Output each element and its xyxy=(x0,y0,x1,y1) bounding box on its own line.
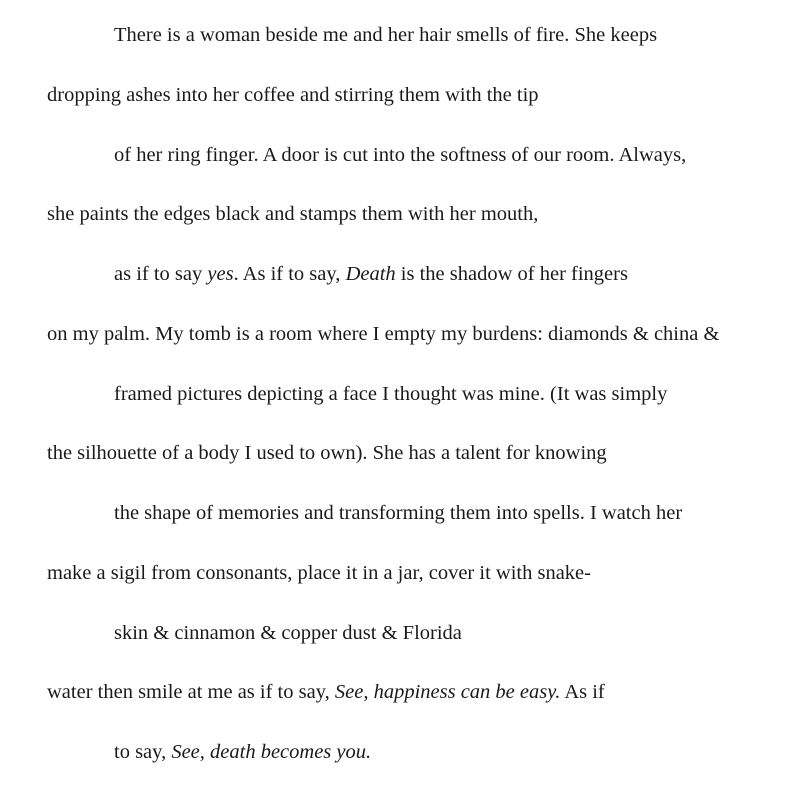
poem-line-5 xyxy=(114,262,628,286)
poem-line-segment: See, happiness can be easy. xyxy=(334,681,561,703)
poem-line-segment: the shape of memories and transforming them into spells. I watch her xyxy=(114,502,683,524)
poem-line-11 xyxy=(114,621,462,645)
poem-line-segment: Death xyxy=(345,263,396,285)
poem-line-4 xyxy=(47,202,538,226)
poem-line-segment: of her ring finger. A door is cut into the softness of our room. Always, xyxy=(114,144,687,166)
poem-line-segment: See, death becomes you. xyxy=(171,741,372,763)
poem-line-segment: to say, xyxy=(114,741,172,763)
poem-line-3 xyxy=(114,143,686,167)
poem-line-segment: yes xyxy=(207,263,234,285)
poem-line-segment: . As if to say, xyxy=(233,263,346,285)
poem-line-segment: the silhouette of a body I used to own). She has a talent for knowing xyxy=(47,442,607,464)
poem-line-segment: skin & cinnamon & copper dust & Florida xyxy=(114,622,462,644)
poem-line-2 xyxy=(47,83,539,107)
poem-line-7 xyxy=(114,382,667,406)
poem-line-segment: framed pictures depicting a face I thought was mine. (It was simply xyxy=(114,383,668,405)
poem-line-12 xyxy=(47,680,605,704)
poem-line-segment: dropping ashes into her coffee and stirring them with the tip xyxy=(47,84,539,106)
poem-line-10 xyxy=(47,561,591,585)
poem-line-9 xyxy=(114,501,682,525)
poem-line-segment: water then smile at me as if to say, xyxy=(47,681,335,703)
poem-line-6 xyxy=(47,322,719,346)
poem-line-segment: on my palm. My tomb is a room where I empty my burdens: diamonds & china & xyxy=(47,323,720,345)
poem-line-segment: There is a woman beside me and her hair smells of fire. She keeps xyxy=(114,24,658,46)
poem-line-segment: is the shadow of her fingers xyxy=(395,263,628,285)
poem-line-segment: she paints the edges black and stamps them with her mouth, xyxy=(47,203,539,225)
poem-line-segment: As if xyxy=(560,681,605,703)
poem-line-13 xyxy=(114,740,371,764)
poem-line-1 xyxy=(114,23,657,47)
poem-line-segment: as if to say xyxy=(114,263,208,285)
poem-line-8 xyxy=(47,441,607,465)
poem-line-segment: make a sigil from consonants, place it in a jar, cover it with snake- xyxy=(47,562,591,584)
